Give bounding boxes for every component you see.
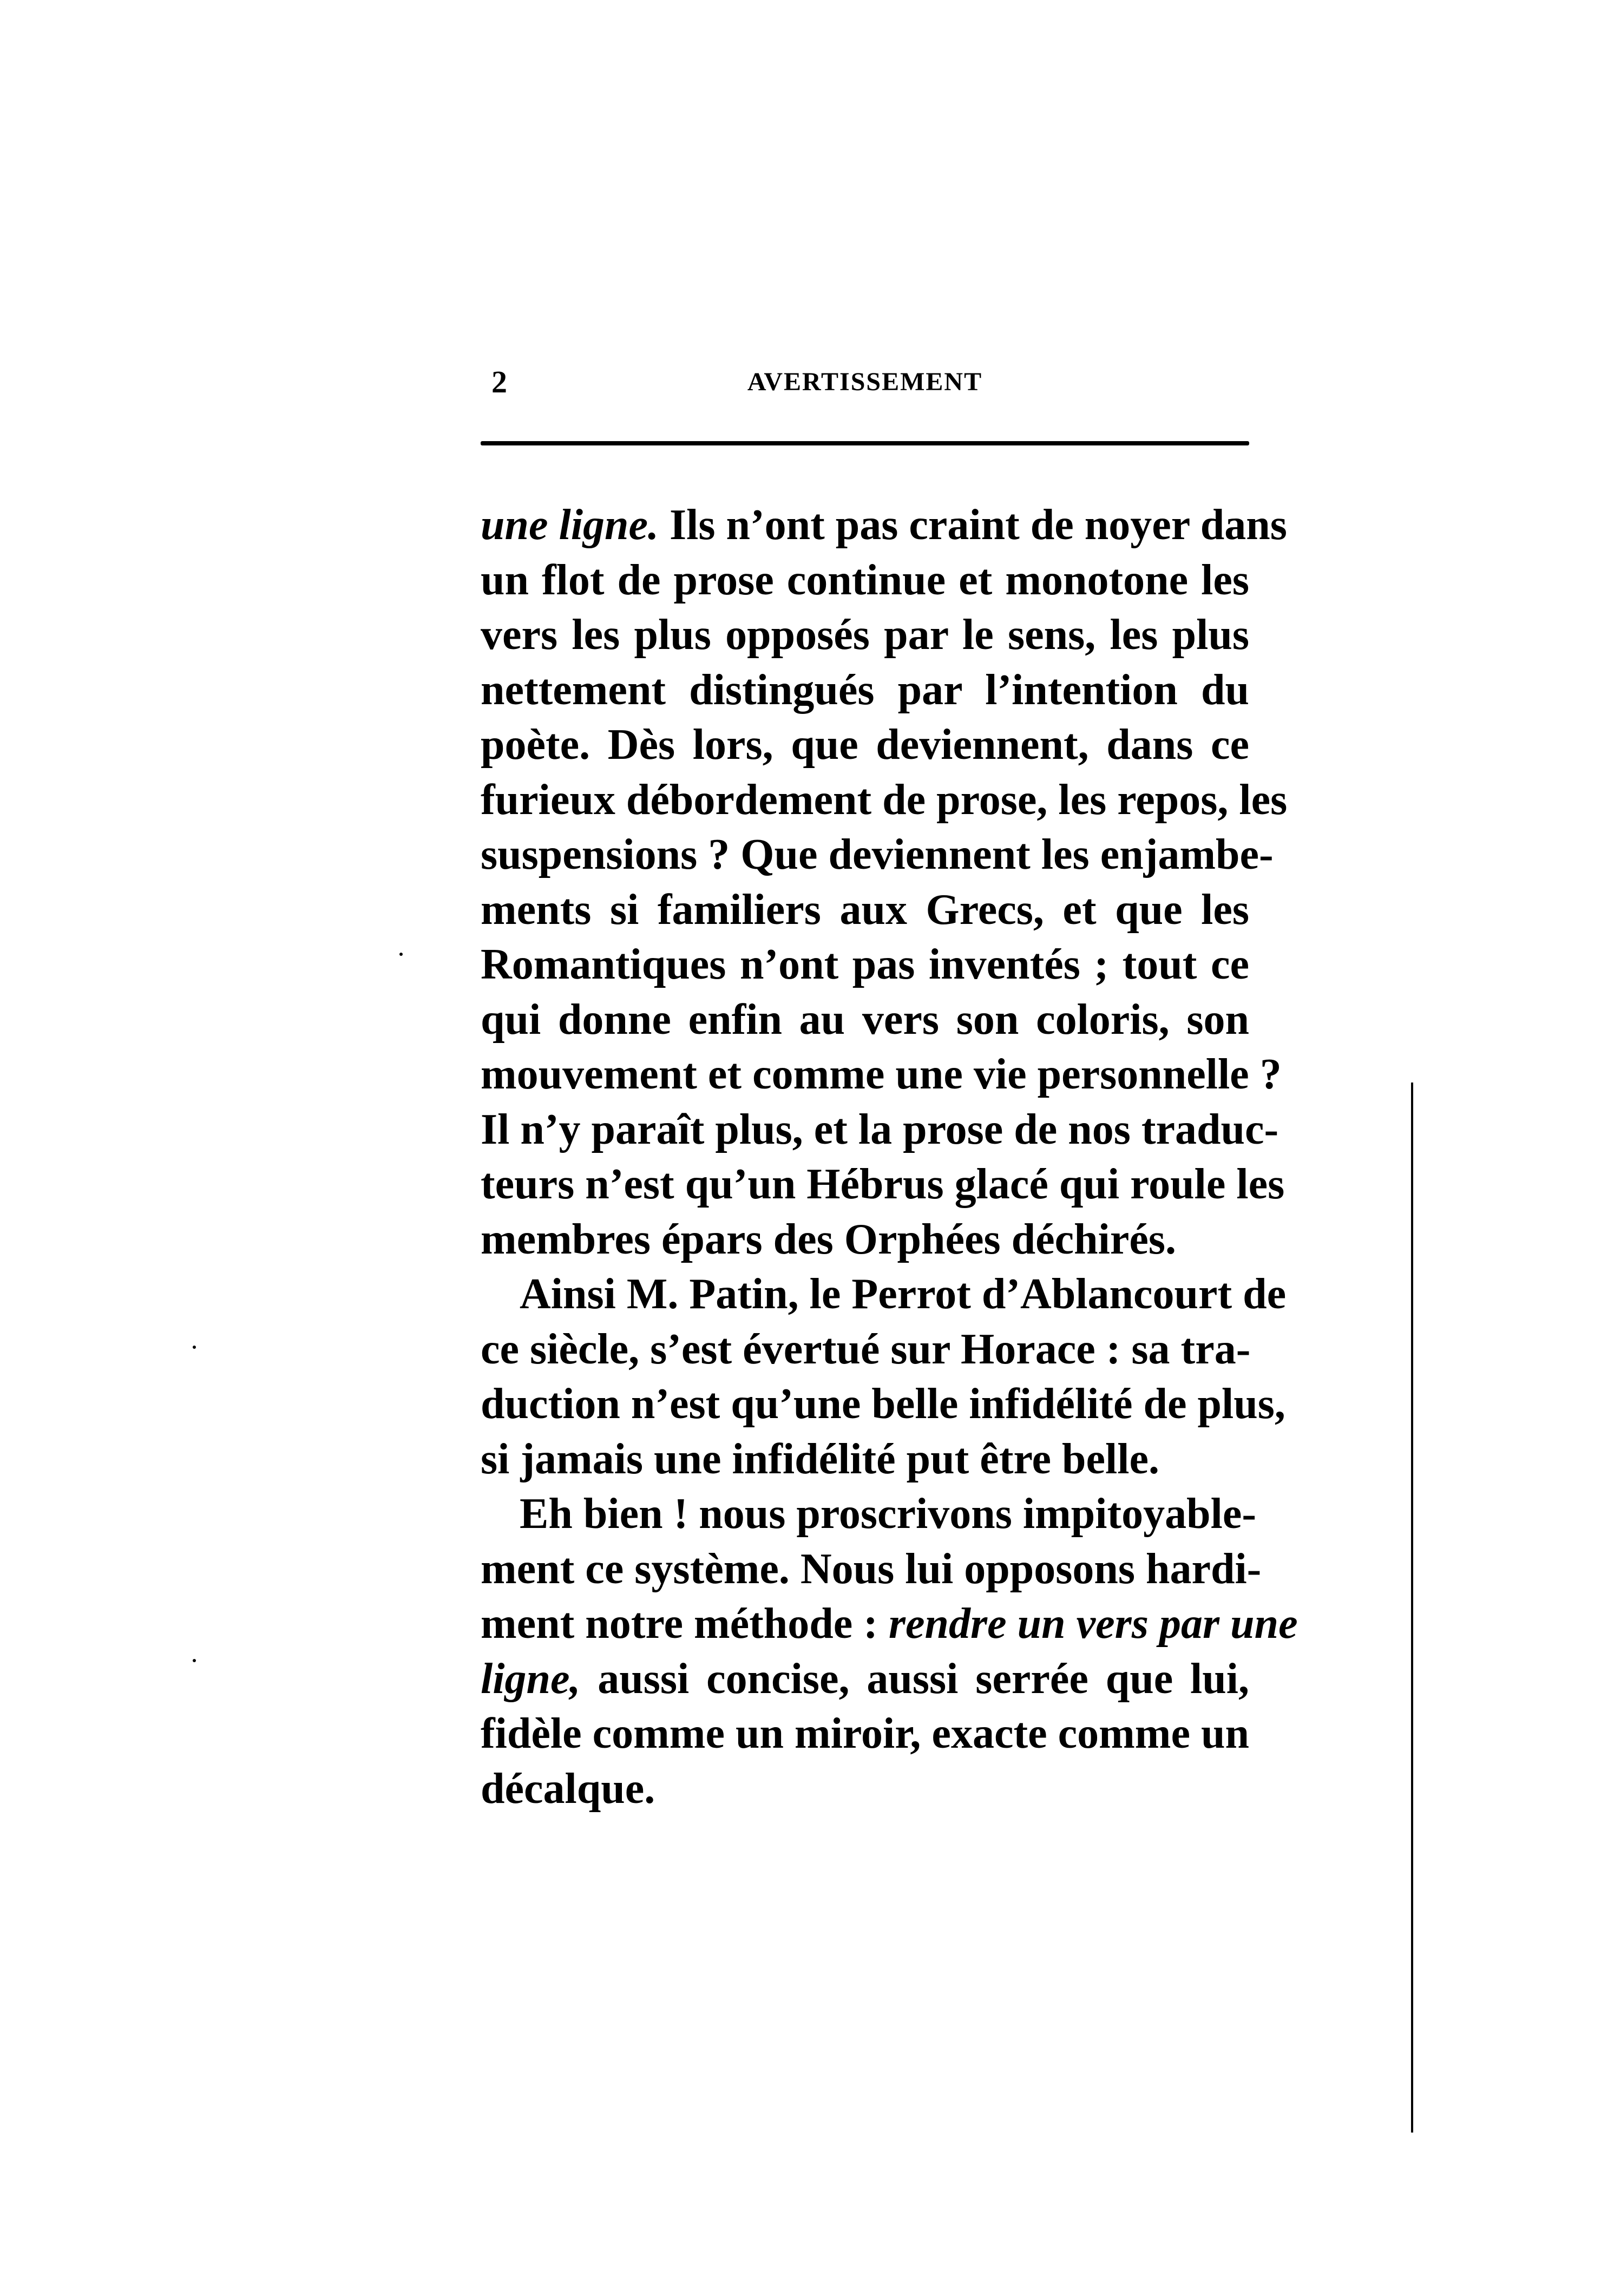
text-line (481, 1487, 1256, 1542)
page-number: 2 (491, 364, 507, 399)
italic-text: une ligne. (481, 501, 659, 549)
paragraph (481, 1487, 1298, 1816)
text-segment: aussi concise, aussi serrée que lui, (580, 1655, 1249, 1703)
text-line (481, 937, 1249, 993)
scan-speck (193, 1346, 196, 1349)
text-line (481, 883, 1249, 938)
paragraph (481, 498, 1288, 1267)
text-segment: ments si familiers aux Grecs, et que les (481, 885, 1249, 934)
text-segment: ce siècle, s’est évertué sur Horace : sa tra- (481, 1325, 1251, 1373)
text-line (481, 1542, 1262, 1597)
text-line (481, 1047, 1282, 1103)
text-segment: ment notre méthode : (481, 1600, 889, 1648)
text-segment: nettement distingués par l’intention du (481, 666, 1249, 714)
text-segment: vers les plus opposés par le sens, les plus (481, 611, 1249, 659)
text-line (481, 1377, 1285, 1432)
header-rule (481, 441, 1249, 445)
text-line (481, 1322, 1249, 1377)
text-segment: Il n’y paraît plus, et la prose de nos traduc- (481, 1105, 1279, 1153)
text-segment: ment ce système. Nous lui opposons hardi- (481, 1545, 1262, 1593)
running-header (481, 364, 1249, 412)
scan-speck (193, 1659, 196, 1662)
text-line (481, 498, 1287, 553)
text-line (481, 1762, 1249, 1817)
text-segment: poète. Dès lors, que deviennent, dans ce (481, 721, 1249, 769)
text-segment: suspensions ? Que deviennent les enjambe- (481, 831, 1274, 878)
page-edge-line (1411, 1083, 1413, 2133)
text-line (481, 718, 1249, 773)
text-segment: un flot de prose continue et monotone les (481, 556, 1249, 604)
text-line (481, 1652, 1249, 1707)
text-line (481, 1432, 1249, 1487)
text-segment: mouvement et comme une vie personnelle ? (481, 1051, 1282, 1098)
running-title: AVERTISSEMENT (747, 368, 983, 396)
text-segment: duction n’est qu’une belle infidélité de plus, (481, 1380, 1285, 1428)
text-segment: fidèle comme un miroir, exacte comme un (481, 1710, 1249, 1757)
text-segment: décalque. (481, 1764, 655, 1813)
text-line (481, 1157, 1285, 1212)
paragraph (481, 1267, 1287, 1487)
text-segment: teurs n’est qu’un Hébrus glacé qui roule les (481, 1160, 1285, 1208)
text-line (481, 553, 1249, 608)
text-line (481, 993, 1249, 1048)
text-line (481, 1267, 1287, 1322)
text-segment: qui donne enfin au vers son coloris, son (481, 995, 1249, 1044)
scan-speck (399, 953, 403, 956)
text-line (481, 1597, 1298, 1652)
text-segment: membres épars des Orphées déchirés. (481, 1215, 1176, 1263)
text-segment: si jamais une infidélité put être belle. (481, 1435, 1159, 1483)
text-segment: Eh bien ! nous proscrivons impitoyable- (520, 1490, 1256, 1538)
text-line (481, 828, 1274, 883)
text-segment: furieux débordement de prose, les repos, les (481, 776, 1288, 824)
italic-text: ligne, (481, 1655, 581, 1703)
italic-text: rendre un vers par une (888, 1600, 1298, 1648)
text-segment: Romantiques n’ont pas inventés ; tout ce (481, 941, 1249, 988)
text-segment: Ainsi M. Patin, le Perrot d’Ablancourt de (520, 1270, 1287, 1318)
text-line (481, 773, 1288, 828)
body-text (481, 498, 1298, 1816)
text-line (481, 1212, 1249, 1268)
text-line (481, 1707, 1249, 1762)
text-line (481, 1103, 1279, 1158)
text-line (481, 663, 1249, 718)
text-segment: Ils n’ont pas craint de noyer dans (658, 501, 1287, 549)
text-line (481, 608, 1249, 663)
